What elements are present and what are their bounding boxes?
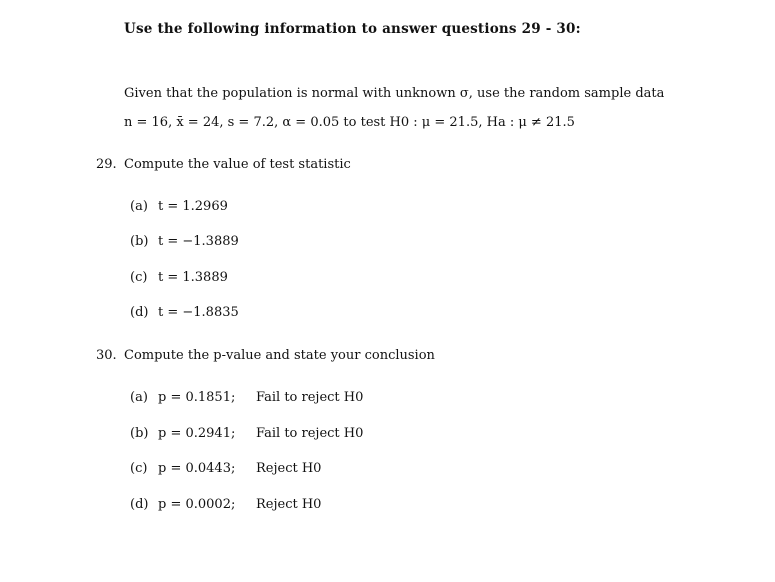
q30-option-d[interactable] (130, 497, 322, 512)
option-conclusion: Fail to reject H0 (256, 426, 364, 441)
question-number: 29. (96, 157, 117, 172)
intro-line-1: Given that the population is normal with unknown σ, use the random sample data (124, 86, 665, 101)
question-30 (96, 348, 435, 363)
q29-option-a[interactable] (130, 199, 228, 214)
option-value: p = 0.0002; (158, 497, 236, 512)
option-value: t = 1.2969 (158, 199, 228, 214)
intro-line-2: n = 16, x̄ = 24, s = 7.2, α = 0.05 to test H0 : μ = 21.5, Ha : μ ≠ 21.5 (124, 115, 575, 130)
option-value: t = 1.3889 (158, 270, 228, 285)
option-label: (d) (130, 497, 149, 512)
question-29 (96, 157, 351, 172)
option-value: p = 0.0443; (158, 461, 236, 476)
option-value: t = −1.3889 (158, 234, 239, 249)
question-text: Compute the p-value and state your conclusion (124, 348, 435, 363)
q29-option-d[interactable] (130, 305, 239, 320)
option-label: (d) (130, 305, 149, 320)
option-label: (a) (130, 199, 148, 214)
q29-option-c[interactable] (130, 270, 228, 285)
option-label: (b) (130, 234, 149, 249)
q30-option-b[interactable] (130, 426, 364, 441)
option-value: t = −1.8835 (158, 305, 239, 320)
q30-option-c[interactable] (130, 461, 322, 476)
option-conclusion: Reject H0 (256, 497, 322, 512)
option-value: p = 0.2941; (158, 426, 236, 441)
question-text: Compute the value of test statistic (124, 157, 351, 172)
option-value: p = 0.1851; (158, 390, 236, 405)
option-conclusion: Reject H0 (256, 461, 322, 476)
option-label: (c) (130, 270, 148, 285)
question-number: 30. (96, 348, 117, 363)
option-label: (a) (130, 390, 148, 405)
option-label: (c) (130, 461, 148, 476)
section-heading: Use the following information to answer questions 29 - 30: (124, 21, 581, 37)
option-label: (b) (130, 426, 149, 441)
option-conclusion: Fail to reject H0 (256, 390, 364, 405)
q29-option-b[interactable] (130, 234, 239, 249)
q30-option-a[interactable] (130, 390, 364, 405)
